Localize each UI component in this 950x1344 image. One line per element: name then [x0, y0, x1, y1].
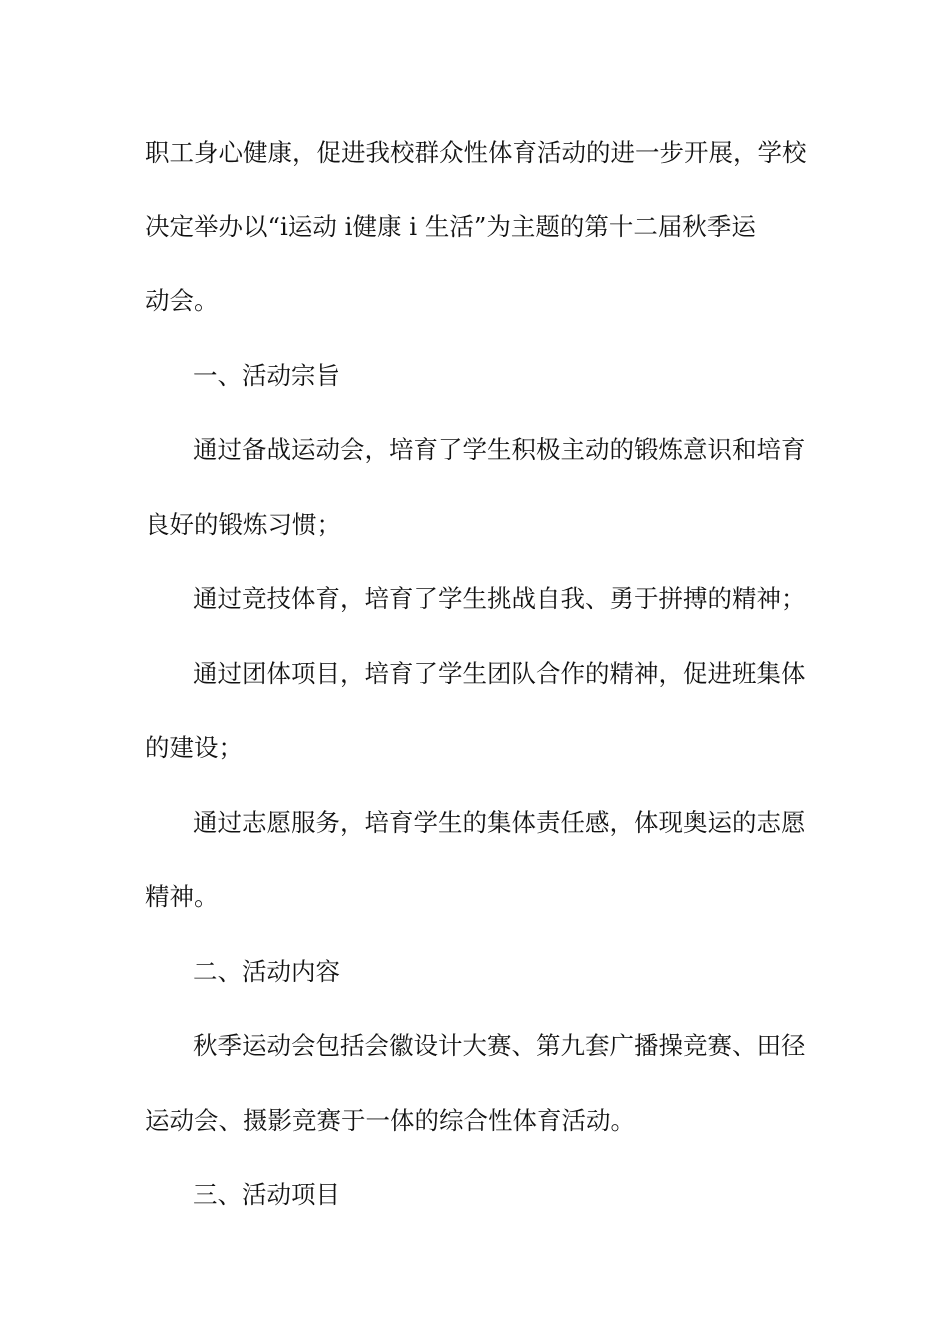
paragraph-line: 决定举办以“i运动 i健康 i 生活”为主题的第十二届秋季运 — [145, 212, 756, 241]
section-heading-items: 三、活动项目 — [193, 1180, 340, 1209]
paragraph-line: 通过团体项目，培育了学生团队合作的精神，促进班集体 — [193, 659, 806, 688]
paragraph-line: 通过备战运动会，培育了学生积极主动的锻炼意识和培育 — [193, 435, 806, 464]
paragraph-line: 良好的锻炼习惯； — [145, 510, 341, 539]
paragraph-line: 通过竞技体育，培育了学生挑战自我、勇于拼搏的精神； — [193, 584, 806, 613]
paragraph-line: 运动会、摄影竞赛于一体的综合性体育活动。 — [145, 1106, 635, 1135]
paragraph-line: 动会。 — [145, 286, 219, 315]
paragraph-line: 职工身心健康，促进我校群众性体育活动的进一步开展，学校 — [145, 138, 807, 167]
paragraph-line: 精神。 — [145, 882, 219, 911]
section-heading-purpose: 一、活动宗旨 — [193, 361, 340, 390]
paragraph-line: 通过志愿服务，培育学生的集体责任感，体现奥运的志愿 — [193, 808, 806, 837]
paragraph-line: 的建设； — [145, 733, 243, 762]
paragraph-line: 秋季运动会包括会徽设计大赛、第九套广播操竞赛、田径 — [193, 1031, 806, 1060]
section-heading-content: 二、活动内容 — [193, 957, 340, 986]
